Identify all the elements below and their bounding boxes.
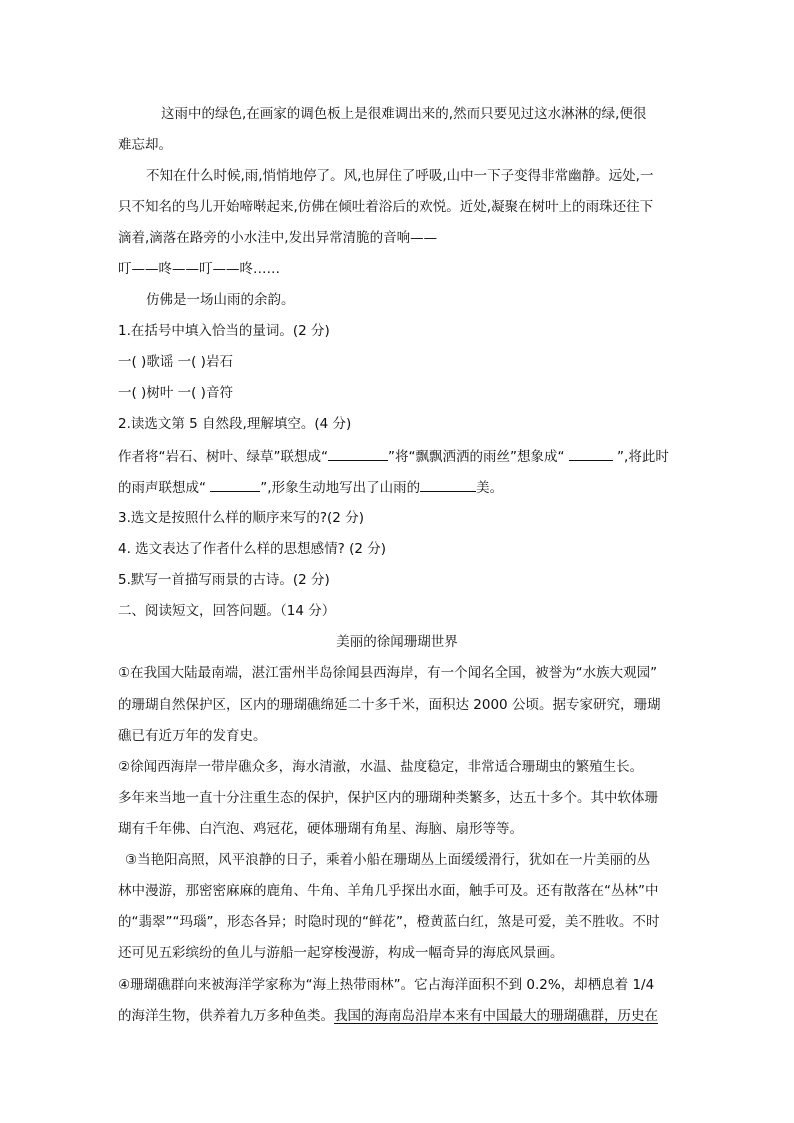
q2-text-part-5: ”,形象生动地写出了山雨的 [260, 480, 421, 496]
q2-blank-3[interactable] [210, 477, 260, 492]
question-1: 1.在括号中填入恰当的量词。(2 分) [118, 323, 330, 339]
article-p2-line-1: ②徐闻西海岸一带岸礁众多，海水清澈，水温、盐度稳定，非常适合珊瑚虫的繁殖生长。 [118, 759, 644, 775]
article-p3-line-3: 的“翡翠”“玛瑙”，形态各异；时隐时现的“鲜花”，橙黄蓝白红，煞是可爱，美不胜收。不时 [118, 914, 660, 930]
q2-blank-4[interactable] [420, 477, 476, 492]
article-p4-text: 的海洋生物，供养着九万多种鱼类。 [118, 1008, 334, 1024]
section-2-heading: 二、阅读短文，回答问题。（14 分） [118, 603, 336, 619]
article-p2-line-2: 多年来当地一直十分注重生态的保护，保护区内的珊瑚种类繁多，达五十多个。其中软体珊 [118, 790, 658, 806]
question-2-fill-line-2 [118, 477, 503, 498]
q2-text-part-1: 作者将“岩石、树叶、绿草”联想成“ [118, 449, 328, 465]
q2-text-part-6: 美。 [476, 480, 504, 496]
question-1-row-b: 一( )树叶 一( )音符 [118, 385, 233, 401]
question-2-fill-line-1 [118, 446, 669, 467]
question-3: 3.选文是按照什么样的顺序来写的?(2 分) [118, 510, 364, 526]
article-p3-line-4: 还可见五彩缤纷的鱼儿与游船一起穿梭漫游，构成一幅奇异的海底风景画。 [118, 945, 564, 961]
article-title: 美丽的徐闻珊瑚世界 [336, 634, 458, 650]
question-5: 5.默写一首描写雨景的古诗。(2 分) [118, 572, 330, 588]
passage-line-7: 仿佛是一场山雨的余韵。 [146, 292, 295, 308]
q2-blank-1[interactable] [328, 446, 388, 461]
article-p1-line-2: 的珊瑚自然保护区，区内的珊瑚礁绵延二十多千米，面积达 2000 公顷。据专家研究，珊瑚 [118, 697, 661, 713]
question-4: 4. 选文表达了作者什么样的思想感情? (2 分) [118, 541, 387, 557]
article-p4-line-1: ④珊瑚礁群向来被海洋学家称为“海上热带雨林”。它占海洋面积不到 0.2%，却栖息着 1/4 [118, 977, 655, 993]
passage-line-6: 叮——咚——叮——咚…… [118, 261, 280, 277]
article-p3-line-1: ③当艳阳高照，风平浪静的日子，乘着小船在珊瑚丛上面缓缓滑行，犹如在一片美丽的丛 [125, 852, 651, 868]
article-p1-line-1: ①在我国大陆最南端，湛江雷州半岛徐闻县西海岸，有一个闻名全国，被誉为“水族大观园” [118, 665, 658, 681]
q2-text-part-3: ”,将此时 [612, 449, 669, 465]
article-p4-line-2 [118, 1006, 658, 1026]
passage-line-5: 滴着,滴落在路旁的小水洼中,发出异常清脆的音响—— [118, 230, 438, 246]
q2-text-part-4: 的雨声联想成“ [118, 480, 211, 496]
passage-line-2: 难忘却。 [118, 137, 172, 153]
passage-line-4: 只不知名的鸟儿开始啼啭起来,仿佛在倾吐着浴后的欢悦。近处,凝聚在树叶上的雨珠还往下 [118, 199, 654, 215]
passage-line-3: 不知在什么时候,雨,悄悄地停了。风,也屏住了呼吸,山中一下子变得非常幽静。远处,一 [146, 168, 654, 184]
question-1-row-a: 一( )歌谣 一( )岩石 [118, 354, 233, 370]
passage-line-1: 这雨中的绿色,在画家的调色板上是很难调出来的,然而只要见过这水淋淋的绿,便很 [161, 106, 647, 122]
article-p3-line-2: 林中漫游，那密密麻麻的鹿角、牛角、羊角几乎探出水面，触手可及。还有散落在“丛林”中 [118, 883, 659, 899]
question-2: 2.读选文第 5 自然段,理解填空。(4 分) [118, 416, 352, 432]
article-p1-line-3: 礁已有近万年的发育史。 [118, 728, 267, 744]
article-p2-line-3: 瑚有千年佛、白汽泡、鸡冠花，硬体珊瑚有角星、海脑、扇形等等。 [118, 821, 523, 837]
q2-text-part-2: ”将“飘飘洒洒的雨丝”想象成“ [387, 449, 569, 465]
article-p4-underlined-sentence: 我国的海南岛沿岸本来有中国最大的珊瑚礁群，历史在 [334, 1008, 658, 1024]
q2-blank-2[interactable] [569, 446, 613, 461]
